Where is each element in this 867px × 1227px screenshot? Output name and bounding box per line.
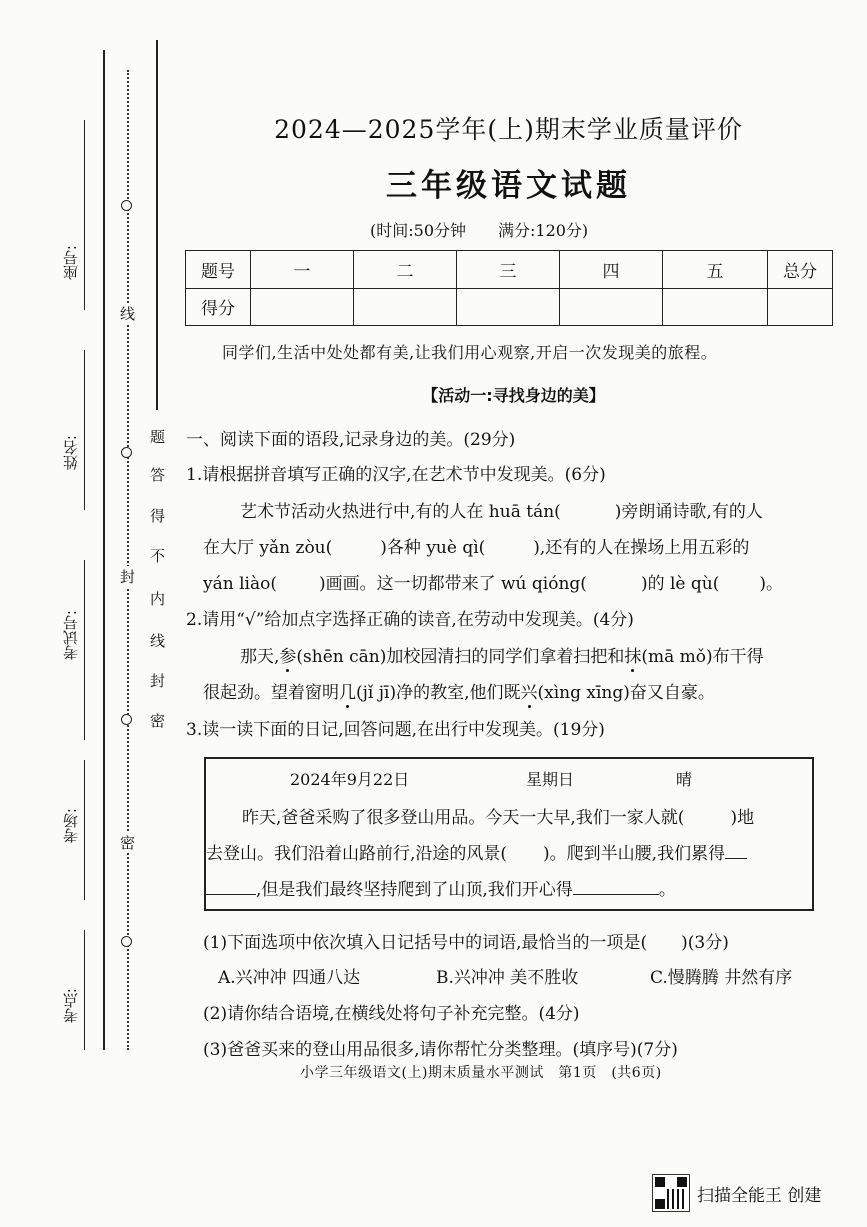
q3-sub1: (1)下面选项中依次填入日记括号中的词语,最恰当的一项是( )(3分) — [203, 933, 729, 953]
exam-no-label: 考试号: — [62, 610, 80, 661]
site-line — [84, 930, 85, 1050]
seal-char: 得 — [150, 507, 166, 525]
binding-hole-2 — [121, 447, 132, 458]
page-footer: 小学三年级语文(上)期末质量水平测试 第1页 (共6页) — [300, 1065, 662, 1081]
diary-text: )地 — [730, 808, 755, 828]
q2-text: (mā mǒ)布干得 — [641, 647, 764, 667]
binding-dotted-line — [127, 70, 129, 1050]
q2-title: 2.请用“√”给加点字选择正确的读音,在劳动中发现美。(4分) — [186, 610, 634, 630]
binding-hole-3 — [121, 714, 132, 725]
score-row-label: 得分 — [186, 288, 251, 326]
dotted-char: 抹 — [624, 647, 642, 667]
score-header-cell: 一 — [251, 251, 354, 289]
seal-char: 线 — [150, 632, 166, 650]
q1-line-2 — [203, 533, 749, 558]
site-label: 考点: — [62, 988, 80, 1024]
dotted-char: 几 — [339, 683, 356, 703]
q3-sub3: (3)爸爸买来的登山用品很多,请你帮忙分类整理。(填序号)(7分) — [203, 1040, 678, 1060]
seal-mark-xian: 线 — [120, 305, 136, 323]
diary-line-1 — [242, 803, 754, 828]
scanner-watermark: 扫描全能王 创建 — [697, 1186, 822, 1206]
binding-hole-4 — [121, 936, 132, 947]
diary-text: ,但是我们最终坚持爬到了山顶,我们开心得 — [256, 880, 573, 900]
room-line — [84, 760, 85, 900]
score-cell[interactable] — [560, 288, 663, 326]
score-cell[interactable] — [354, 288, 457, 326]
score-header-cell: 二 — [354, 251, 457, 289]
q2-text: (shēn cān)加校园清扫的同学们拿着扫把和 — [296, 647, 625, 667]
q1-text: 艺术节活动火热进行中,有的人在 huā tán( — [240, 502, 561, 522]
diary-line-2 — [206, 839, 747, 864]
seal-char: 内 — [150, 590, 166, 608]
seat-label: 座号: — [62, 245, 80, 281]
q3-sub2: (2)请你结合语境,在横线处将句子补充完整。(4分) — [203, 1004, 580, 1024]
diary-text: 。 — [658, 880, 676, 900]
intro-text: 同学们,生活中处处都有美,让我们用心观察,开启一次发现美的旅程。 — [222, 343, 718, 362]
q2-text: 那天, — [240, 647, 280, 667]
activity-heading: 【活动一:寻找身边的美】 — [422, 386, 605, 405]
blank-line[interactable] — [725, 858, 747, 859]
score-cell[interactable] — [251, 288, 354, 326]
score-cell[interactable] — [457, 288, 560, 326]
score-header-cell: 三 — [457, 251, 560, 289]
q1-text: )的 lè qù( — [640, 574, 720, 594]
room-label: 考场: — [62, 808, 80, 844]
seal-mark-mi: 密 — [120, 834, 136, 852]
q1-text: 在大厅 yǎn zòu( — [203, 538, 333, 558]
q1-text: )画画。这一切都带来了 wú qióng( — [318, 574, 587, 594]
q3-title: 3.读一读下面的日记,回答问题,在出行中发现美。(19分) — [186, 720, 605, 740]
seal-mark-feng: 封 — [120, 568, 136, 586]
diary-text: 昨天,爸爸采购了很多登山用品。今天一大早,我们一家人就( — [242, 808, 685, 828]
seal-char: 题 — [150, 428, 166, 446]
score-header-cell: 题号 — [186, 251, 251, 289]
q1-text: )。 — [759, 574, 783, 594]
diary-box — [204, 757, 814, 911]
score-cell[interactable] — [768, 288, 833, 326]
q1-text: )旁朗诵诗歌,有的人 — [614, 502, 763, 522]
blank-line[interactable] — [573, 894, 659, 895]
option-b: B.兴冲冲 美不胜收 — [436, 968, 579, 988]
name-label: 姓名: — [62, 435, 80, 471]
score-header-cell: 四 — [560, 251, 663, 289]
dotted-char: 参 — [279, 647, 297, 667]
score-cell[interactable] — [663, 288, 768, 326]
binding-solid-line-right — [156, 40, 158, 410]
score-header-cell: 五 — [663, 251, 768, 289]
seal-char: 密 — [150, 712, 166, 730]
seat-line — [84, 120, 85, 310]
diary-text: 去登山。我们沿着山路前行,沿途的风景( — [206, 844, 508, 864]
q1-text: )各种 yuè qì( — [380, 538, 486, 558]
seal-char: 不 — [150, 547, 166, 565]
exam-no-line — [84, 560, 85, 740]
score-header-cell: 总分 — [768, 251, 833, 289]
q1-text: ),还有的人在操场上用五彩的 — [533, 538, 750, 558]
q1-line-3 — [203, 569, 783, 594]
diary-date: 2024年9月22日 — [290, 770, 410, 789]
diary-weather: 晴 — [676, 770, 693, 789]
q2-text: 很起劲。望着窗明 — [203, 683, 339, 703]
q2-line-2 — [203, 678, 715, 703]
section-heading: 一、阅读下面的语段,记录身边的美。(29分) — [186, 430, 516, 450]
q2-text: (xìng xīng)奋又自豪。 — [537, 683, 715, 703]
seal-char: 封 — [150, 672, 166, 690]
q1-text: yán liào( — [203, 574, 277, 594]
score-table — [185, 250, 833, 326]
diary-weekday: 星期日 — [526, 770, 575, 789]
dotted-char: 兴 — [520, 683, 538, 703]
subject-title: 三年级语文试题 — [386, 168, 631, 204]
blank-line[interactable] — [206, 894, 256, 895]
name-line — [84, 350, 85, 510]
diary-text: )。爬到半山腰,我们累得 — [543, 844, 726, 864]
seal-char: 答 — [150, 466, 166, 484]
qr-code-icon — [652, 1174, 690, 1212]
q2-text: (jǐ jī)净的教室,他们既 — [356, 683, 521, 703]
option-a: A.兴冲冲 四通八达 — [218, 968, 361, 988]
q2-line-1 — [240, 642, 764, 667]
q1-line-1 — [240, 497, 763, 522]
exam-title: 2024—2025学年(上)期末学业质量评价 — [274, 115, 743, 144]
diary-line-3 — [206, 875, 676, 900]
option-c: C.慢腾腾 井然有序 — [650, 968, 793, 988]
q1-title: 1.请根据拼音填写正确的汉字,在艺术节中发现美。(6分) — [186, 465, 606, 485]
time-info: (时间:50分钟 满分:120分) — [370, 221, 589, 240]
